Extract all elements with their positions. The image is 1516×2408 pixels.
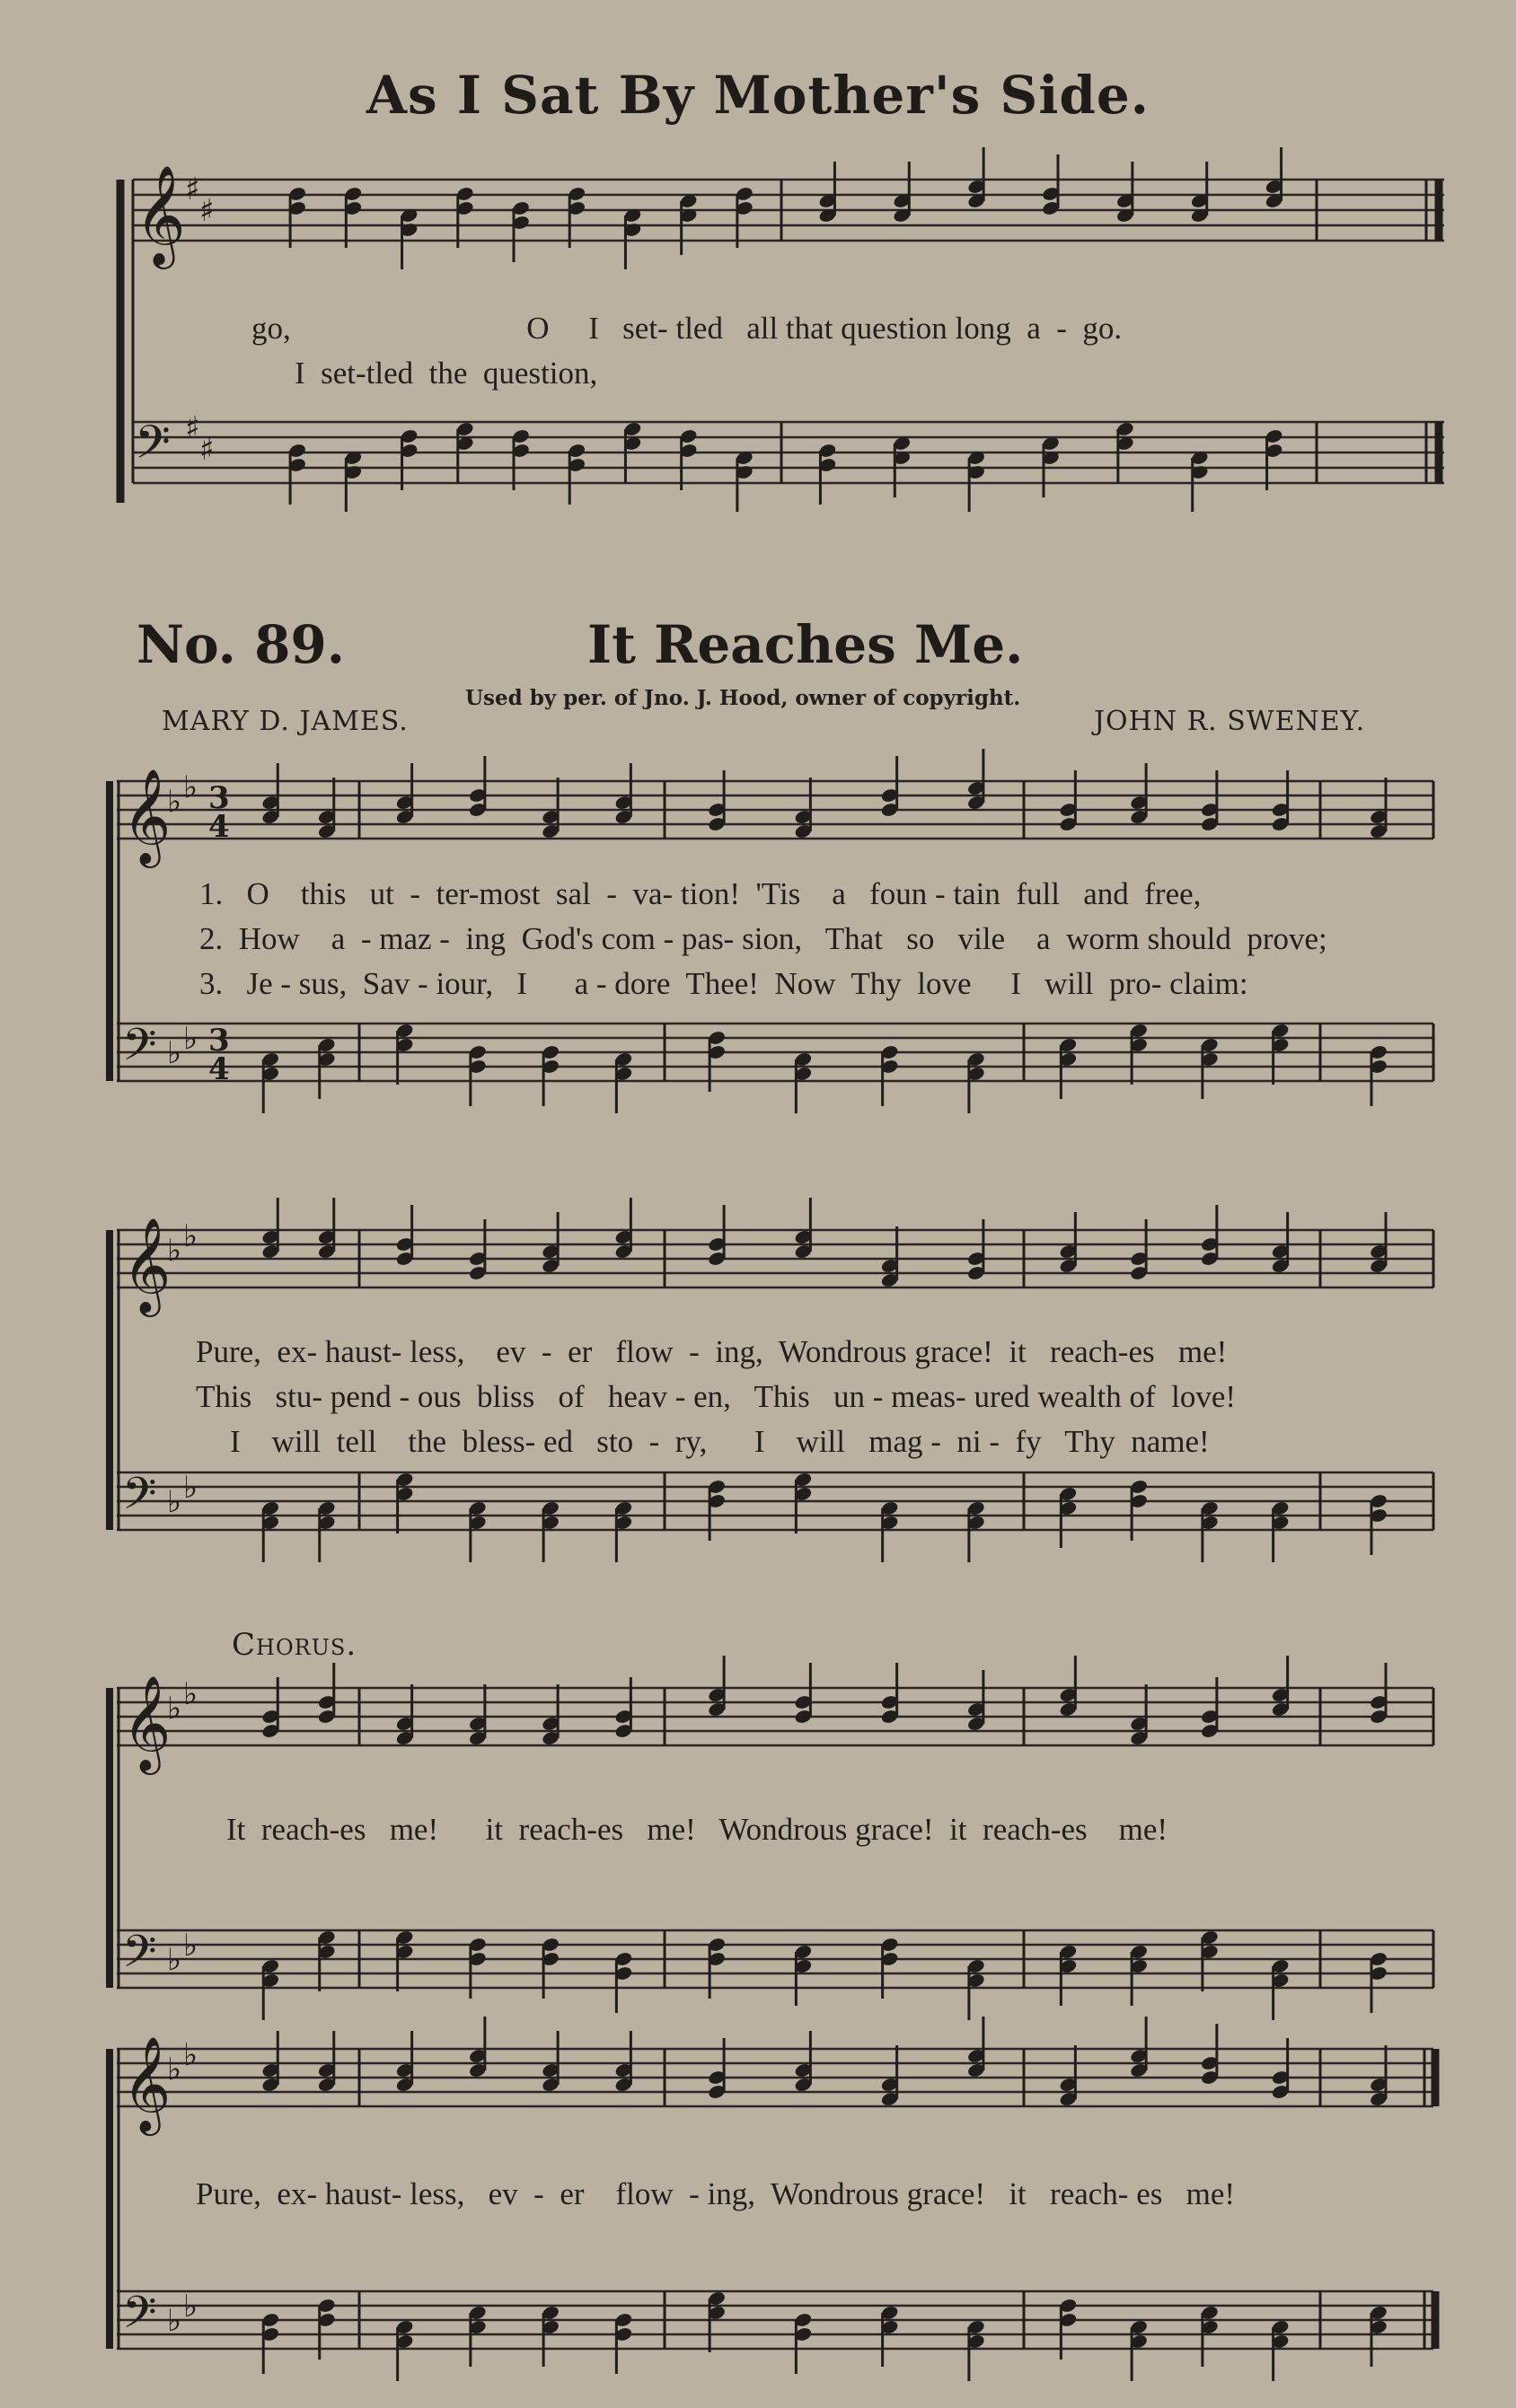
song1-title: As I Sat By Mother's Side.	[366, 65, 1150, 126]
svg-text:♯: ♯	[199, 432, 215, 468]
svg-text:4: 4	[208, 809, 230, 845]
bass-clef-icon: 𝄢	[122, 2287, 157, 2350]
song1-lyrics-line1: go, O I set- tled all that question long a - go.	[251, 311, 1123, 346]
svg-text:4: 4	[208, 1051, 230, 1087]
bass-clef-icon: 𝄢	[122, 1019, 157, 1082]
treble-clef-icon: 𝄞	[122, 1217, 172, 1313]
svg-text:3: 3	[208, 1023, 230, 1059]
svg-text:♭: ♭	[167, 1035, 182, 1071]
chorus-line2: Pure, ex- haust- less, ev - er flow - ing, Wondrous grace! it reach- es me!	[196, 2176, 1236, 2211]
svg-text:♭: ♭	[167, 784, 182, 820]
svg-text:♭: ♭	[183, 2289, 198, 2325]
svg-text:♭: ♭	[167, 1233, 182, 1269]
svg-text:♯: ♯	[185, 410, 200, 446]
system2-verse3: I will tell the bless- ed sto - ry, I will mag - ni - fy Thy name!	[230, 1424, 1210, 1459]
hymn-number: No. 89.	[137, 614, 345, 675]
song2-final-system	[0, 2031, 1516, 2408]
chorus-label: Chorus.	[232, 1627, 357, 1663]
svg-text:♭: ♭	[167, 1942, 182, 1978]
svg-text:♭: ♭	[167, 2052, 182, 2087]
svg-text:𝄢: 𝄢	[135, 415, 171, 480]
svg-text:♭: ♭	[183, 1021, 198, 1057]
bass-clef-icon: 𝄢	[122, 1468, 157, 1531]
system2-verse1: Pure, ex- haust- less, ev - er flow - ing, Wondrous grace! it reach-es me!	[196, 1334, 1228, 1369]
svg-text:♯: ♯	[185, 171, 200, 207]
bass-clef-icon: 𝄢	[122, 1926, 157, 1989]
treble-clef-icon: 𝄞	[122, 1674, 172, 1771]
svg-text:♭: ♭	[183, 769, 198, 805]
svg-text:♭: ♭	[183, 1928, 198, 1964]
song2-chorus-system	[0, 1670, 1516, 2029]
author-credit: MARY D. JAMES.	[162, 706, 409, 737]
svg-text:♭: ♭	[183, 1676, 198, 1712]
copyright-notice: Used by per. of Jno. J. Hood, owner of copyright.	[465, 686, 1021, 710]
system1-verse1: 1. O this ut - ter-most sal - va- tion! 'Tis a foun - tain full and free,	[199, 876, 1202, 911]
song2-title: It Reaches Me.	[587, 614, 1024, 675]
composer-credit: JOHN R. SWENEY.	[1094, 706, 1366, 737]
svg-text:𝄞: 𝄞	[135, 164, 186, 265]
svg-text:♭: ♭	[167, 2303, 182, 2339]
svg-text:♭: ♭	[183, 1470, 198, 1506]
svg-text:♭: ♭	[183, 2037, 198, 2073]
svg-text:♯: ♯	[199, 193, 215, 229]
svg-text:♭: ♭	[167, 1484, 182, 1520]
song1-system	[0, 135, 1516, 584]
song1-lyrics-line2: I set-tled the question,	[295, 356, 598, 391]
treble-clef-icon: 𝄞	[122, 768, 172, 864]
system1-verse3: 3. Je - sus, Sav - iour, I a - dore Thee! Now Thy love I will pro- claim:	[199, 966, 1248, 1001]
svg-text:♭: ♭	[167, 1691, 182, 1727]
chorus-line1: It reach-es me! it reach-es me! Wondrous grace! it reach-es me!	[226, 1812, 1168, 1847]
treble-clef-icon: 𝄞	[122, 2035, 172, 2131]
system1-verse2: 2. How a - maz - ing God's com - pas- sion, That so vile a worm should prove;	[199, 921, 1327, 956]
svg-text:♭: ♭	[183, 1218, 198, 1254]
system2-verse2: This stu- pend - ous bliss of heav - en, This un - meas- ured wealth of love!	[196, 1379, 1237, 1414]
svg-text:3: 3	[208, 780, 230, 816]
